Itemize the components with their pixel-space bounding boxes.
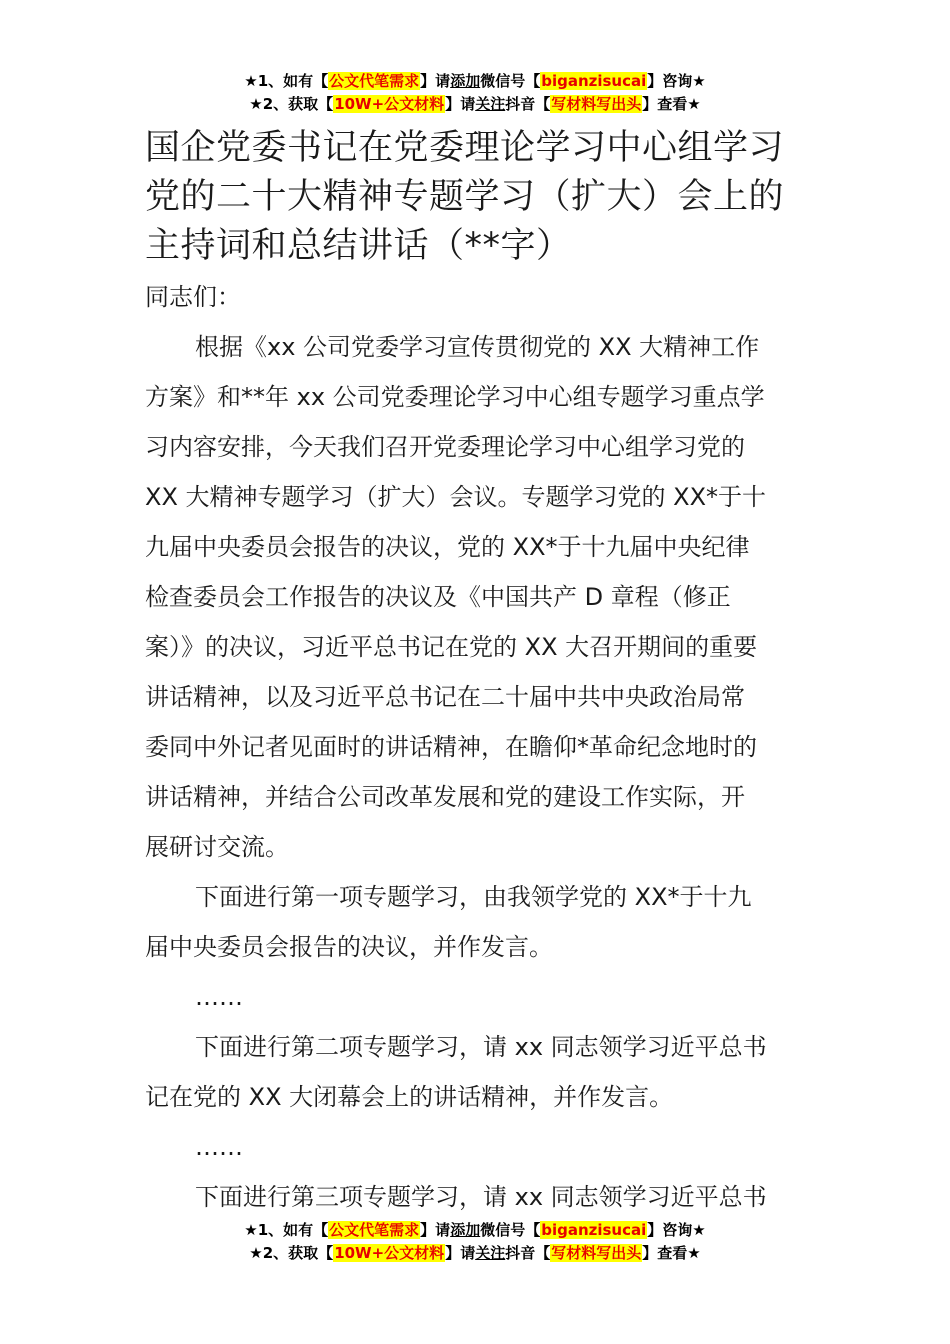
ellipsis-line: …… xyxy=(195,983,243,1011)
promo-emphasis: 添加 xyxy=(450,72,481,90)
promo-wechat-id: biganzisucai xyxy=(541,72,647,90)
body-line: 届中央委员会报告的决议，并作发言。 xyxy=(145,933,553,961)
promo-text: 抖音【 xyxy=(505,95,551,113)
promo-text: 】咨询★ xyxy=(647,1221,706,1239)
ellipsis-line: …… xyxy=(195,1133,243,1161)
promo-text: 抖音【 xyxy=(505,1244,551,1262)
body-line: 记在党的 XX 大闭幕会上的讲话精神，并作发言。 xyxy=(145,1083,674,1111)
document-body xyxy=(145,272,815,1222)
promo-text: ★1、如有【 xyxy=(244,72,329,90)
body-line: 案）》的决议，习近平总书记在党的 XX 大召开期间的重要 xyxy=(145,633,758,661)
title-line: 国企党委书记在党委理论学习中心组学习 xyxy=(145,128,785,168)
promo-highlight: 公文代笔需求 xyxy=(329,72,420,90)
title-line: 主持词和总结讲话（**字） xyxy=(145,226,572,266)
promo-emphasis: 添加 xyxy=(450,1221,481,1239)
body-line: 方案》和**年 xx 公司党委理论学习中心组专题学习重点学 xyxy=(145,383,765,411)
promo-highlight: 10W+公文材料 xyxy=(334,1244,445,1262)
body-line: 讲话精神，并结合公司改革发展和党的建设工作实际，开 xyxy=(145,783,745,811)
promo-line-1 xyxy=(0,70,950,93)
body-line: 展研讨交流。 xyxy=(145,833,289,861)
promo-text: 】查看★ xyxy=(642,95,701,113)
body-line: 下面进行第三项专题学习，请 xx 同志领学习近平总书 xyxy=(195,1183,767,1211)
promo-line-2 xyxy=(0,1242,950,1265)
promo-text: 】咨询★ xyxy=(647,72,706,90)
body-line: 下面进行第一项专题学习，由我领学党的 XX*于十九 xyxy=(195,883,752,911)
promo-text: ★1、如有【 xyxy=(244,1221,329,1239)
promo-wechat-id: biganzisucai xyxy=(541,1221,647,1239)
promo-highlight: 10W+公文材料 xyxy=(334,95,445,113)
promo-banner-bottom xyxy=(0,1219,950,1265)
promo-douyin-id: 写材料写出头 xyxy=(551,95,642,113)
promo-line-1 xyxy=(0,1219,950,1242)
promo-banner-top xyxy=(0,70,950,116)
promo-douyin-id: 写材料写出头 xyxy=(551,1244,642,1262)
promo-text: 】查看★ xyxy=(642,1244,701,1262)
salutation: 同志们： xyxy=(145,283,241,311)
promo-text: 微信号【 xyxy=(480,72,541,90)
promo-line-2 xyxy=(0,93,950,116)
body-line: 检查委员会工作报告的决议及《中国共产 D 章程（修正 xyxy=(145,583,731,611)
promo-text: 】请 xyxy=(420,1221,451,1239)
document-title xyxy=(145,124,825,271)
promo-text: 】请 xyxy=(445,95,476,113)
body-line: 九届中央委员会报告的决议，党的 XX*于十九届中央纪律 xyxy=(145,533,750,561)
title-line: 党的二十大精神专题学习（扩大）会上的 xyxy=(145,177,785,217)
promo-text: 】请 xyxy=(420,72,451,90)
promo-emphasis: 关注 xyxy=(475,1244,506,1262)
body-line: 根据《xx 公司党委学习宣传贯彻党的 XX 大精神工作 xyxy=(195,333,760,361)
promo-text: ★2、获取【 xyxy=(249,95,334,113)
promo-text: 】请 xyxy=(445,1244,476,1262)
promo-highlight: 公文代笔需求 xyxy=(329,1221,420,1239)
body-line: 委同中外记者见面时的讲话精神，在瞻仰*革命纪念地时的 xyxy=(145,733,757,761)
promo-text: ★2、获取【 xyxy=(249,1244,334,1262)
body-line: 习内容安排，今天我们召开党委理论学习中心组学习党的 xyxy=(145,433,745,461)
body-line: XX 大精神专题学习（扩大）会议。专题学习党的 XX*于十 xyxy=(145,483,767,511)
promo-emphasis: 关注 xyxy=(475,95,506,113)
body-line: 下面进行第二项专题学习，请 xx 同志领学习近平总书 xyxy=(195,1033,767,1061)
body-line: 讲话精神，以及习近平总书记在二十届中共中央政治局常 xyxy=(145,683,745,711)
promo-text: 微信号【 xyxy=(480,1221,541,1239)
